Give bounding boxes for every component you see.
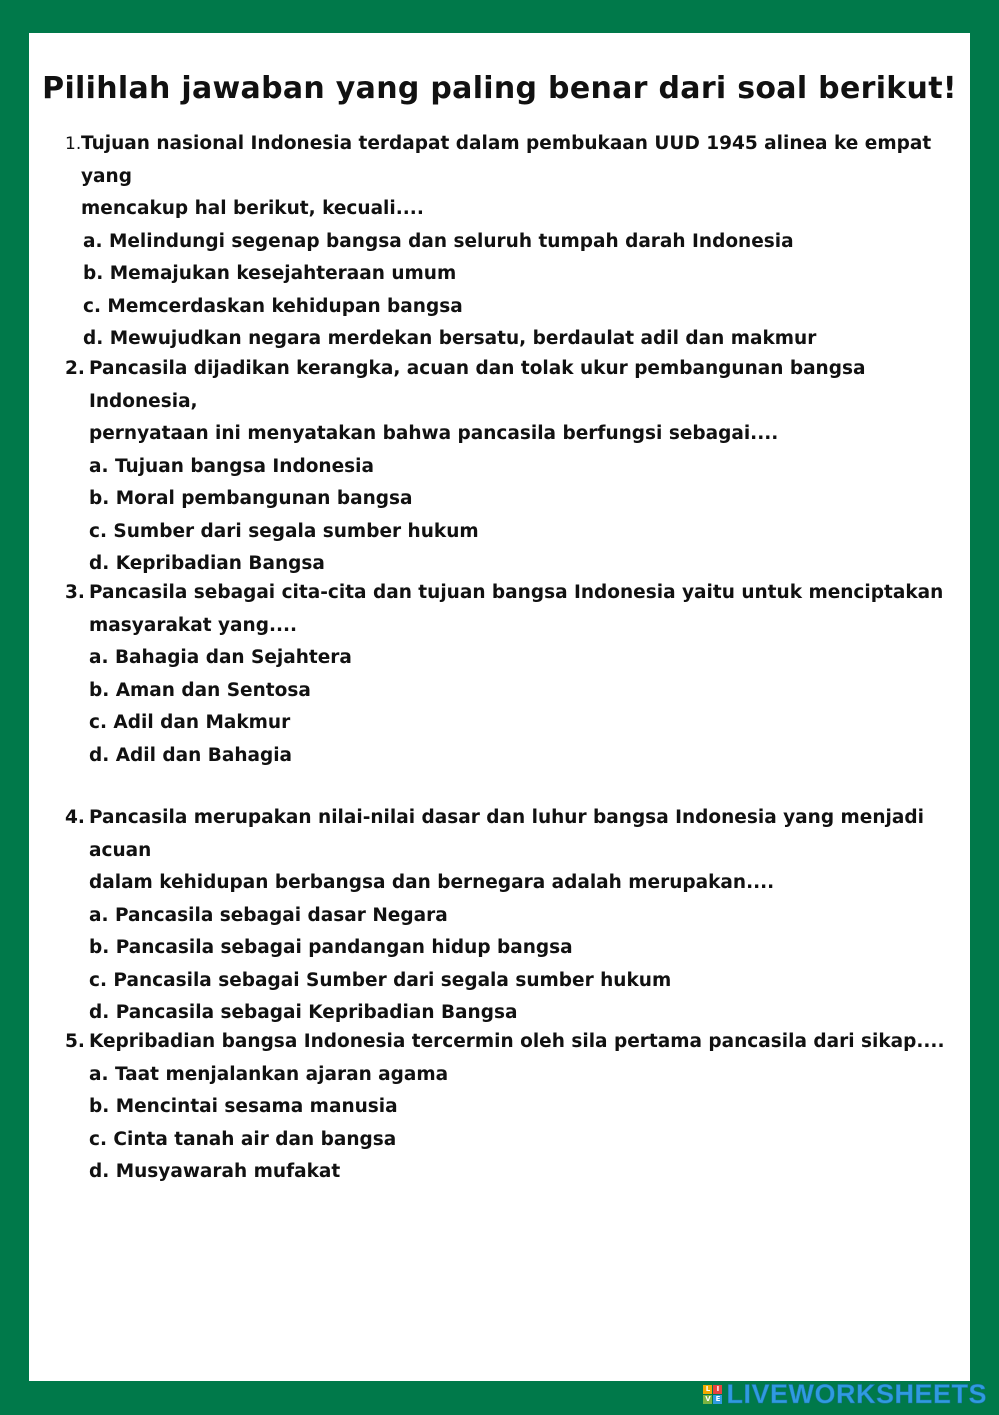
logo-letter: I bbox=[713, 1385, 722, 1394]
question-stem bbox=[65, 802, 955, 900]
answer-option-c[interactable]: c. Cinta tanah air dan bangsa bbox=[89, 1128, 397, 1150]
stem-line: mencakup hal berikut, kecuali.... bbox=[81, 198, 424, 219]
logo-letter: L bbox=[703, 1385, 712, 1394]
answer-option-a[interactable]: a. Bahagia dan Sejahtera bbox=[89, 647, 352, 668]
answer-option-b[interactable]: b. Memajukan kesejahteraan umum bbox=[83, 263, 457, 284]
question-5 bbox=[65, 1026, 955, 1189]
answer-option-b[interactable]: b. Mencintai sesama manusia bbox=[89, 1096, 398, 1117]
watermark-text: LIVEWORKSHEETS bbox=[726, 1378, 987, 1409]
stem-line: pernyataan ini menyatakan bahwa pancasila berfungsi sebagai.... bbox=[89, 423, 779, 444]
answer-option-b[interactable]: b. Moral pembangunan bangsa bbox=[89, 488, 413, 509]
answer-option-b[interactable]: b. Aman dan Sentosa bbox=[89, 679, 311, 701]
worksheet-page bbox=[29, 33, 970, 1381]
stem-line: Pancasila dijadikan kerangka, acuan dan tolak ukur pembangunan bangsa Indonesia, bbox=[89, 358, 866, 412]
question-stem bbox=[65, 353, 955, 451]
stem-line: dalam kehidupan berbangsa dan bernegara adalah merupakan.... bbox=[89, 872, 775, 893]
stem-line: Tujuan nasional Indonesia terdapat dalam pembukaan UUD 1945 alinea ke empat yang bbox=[81, 133, 932, 187]
question-number: 3. bbox=[65, 582, 85, 603]
question-4 bbox=[65, 802, 955, 1030]
answer-option-a[interactable]: a. Taat menjalankan ajaran agama bbox=[89, 1063, 449, 1085]
answer-option-c[interactable]: c. Memcerdaskan kehidupan bangsa bbox=[83, 295, 463, 317]
logo-letter: E bbox=[713, 1395, 722, 1404]
logo-letter: V bbox=[705, 1394, 711, 1403]
answer-option-c[interactable]: c. Adil dan Makmur bbox=[89, 712, 291, 733]
stem-line: Pancasila merupakan nilai-nilai dasar dan luhur bangsa Indonesia yang menjadi acuan bbox=[89, 807, 924, 861]
answer-option-d[interactable]: d. Kepribadian Bangsa bbox=[89, 553, 325, 574]
question-number: 2. bbox=[65, 358, 85, 379]
question-3 bbox=[65, 577, 955, 772]
stem-line: masyarakat yang.... bbox=[89, 614, 298, 636]
answer-option-d[interactable]: d. Pancasila sebagai Kepribadian Bangsa bbox=[89, 1002, 518, 1023]
answer-option-d[interactable]: d. Musyawarah mufakat bbox=[89, 1161, 341, 1182]
worksheet-title: Pilihlah jawaban yang paling benar dari soal berikut! bbox=[42, 71, 957, 106]
question-stem bbox=[65, 577, 955, 642]
question-number: 4. bbox=[65, 807, 85, 828]
answer-option-d[interactable]: d. Adil dan Bahagia bbox=[89, 744, 293, 766]
question-number: 5. bbox=[65, 1031, 85, 1052]
question-stem bbox=[65, 1026, 955, 1059]
question-stem bbox=[65, 128, 955, 226]
question-2 bbox=[65, 353, 955, 581]
liveworksheets-watermark bbox=[703, 1379, 987, 1409]
stem-line: Kepribadian bangsa Indonesia tercermin oleh sila pertama pancasila dari sikap.... bbox=[89, 1031, 945, 1052]
question-number: 1. bbox=[65, 134, 82, 154]
answer-option-b[interactable]: b. Pancasila sebagai pandangan hidup bangsa bbox=[89, 937, 573, 958]
answer-option-c[interactable]: c. Sumber dari segala sumber hukum bbox=[89, 520, 479, 542]
answer-option-a[interactable]: a. Melindungi segenap bangsa dan seluruh tumpah darah Indonesia bbox=[83, 230, 794, 252]
answer-option-c[interactable]: c. Pancasila sebagai Sumber dari segala sumber hukum bbox=[89, 969, 672, 991]
liveworksheets-logo-icon bbox=[703, 1385, 722, 1404]
answer-option-d[interactable]: d. Mewujudkan negara merdekan bersatu, berdaulat adil dan makmur bbox=[83, 328, 817, 349]
stem-line: Pancasila sebagai cita-cita dan tujuan bangsa Indonesia yaitu untuk menciptakan bbox=[89, 582, 944, 603]
question-1 bbox=[65, 128, 955, 356]
answer-option-a[interactable]: a. Tujuan bangsa Indonesia bbox=[89, 455, 374, 477]
answer-option-a[interactable]: a. Pancasila sebagai dasar Negara bbox=[89, 904, 448, 926]
